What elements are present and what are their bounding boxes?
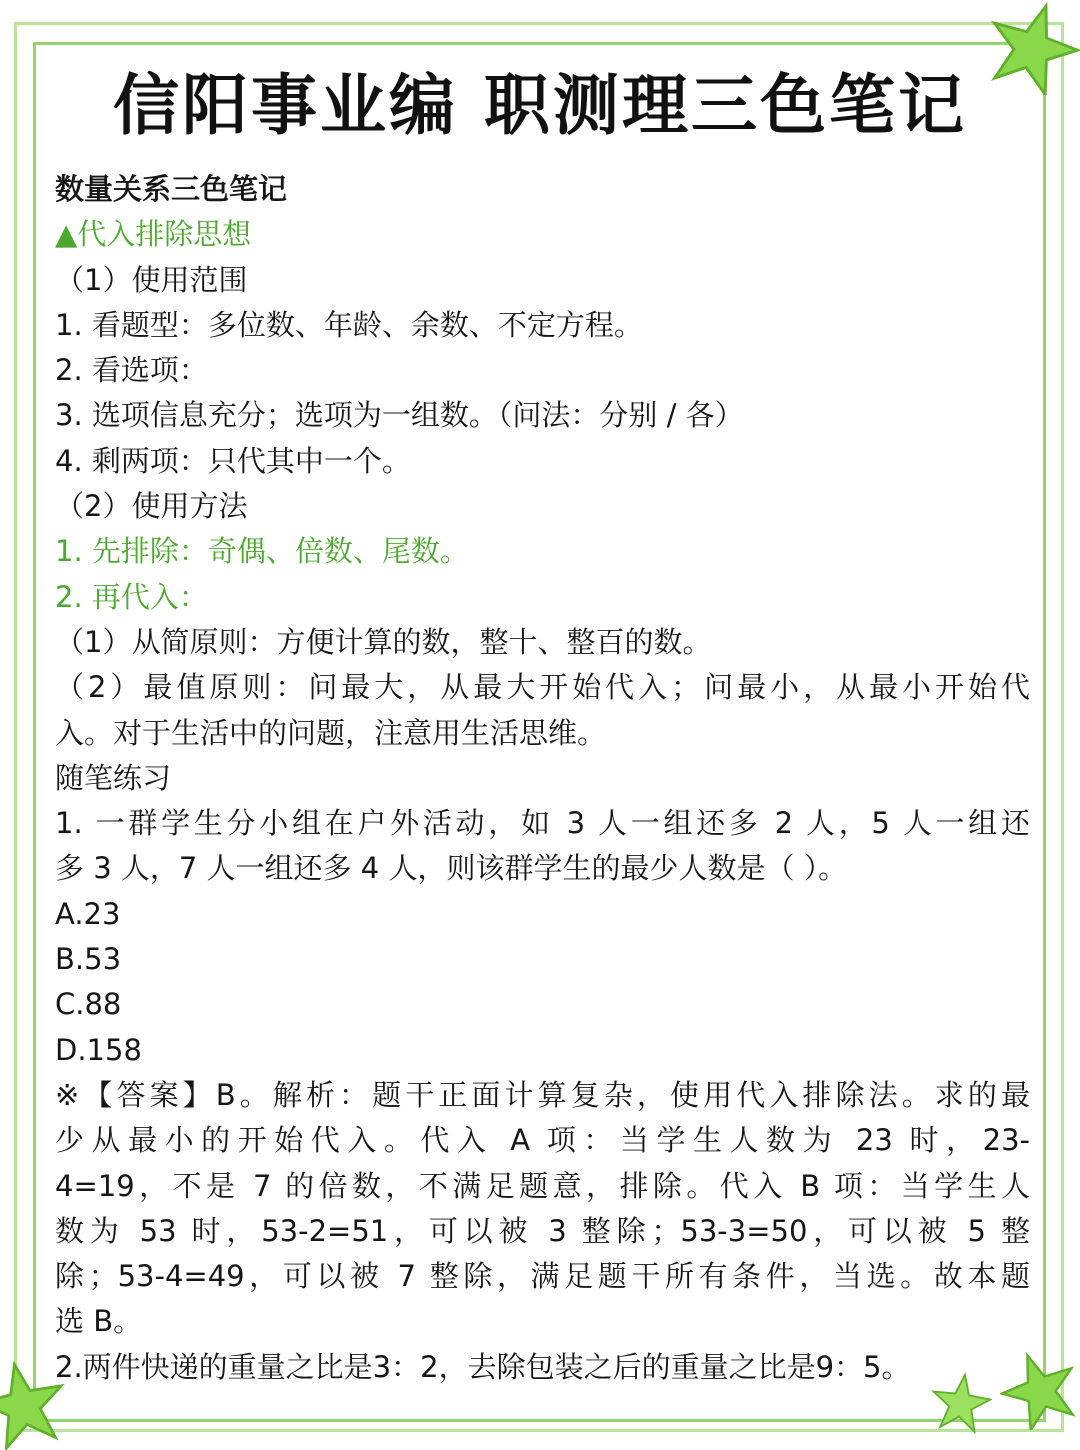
note-line: （1）从简原则：方便计算的数，整十、整百的数。 — [55, 624, 712, 659]
note-line: 2. 再代入： — [55, 579, 208, 614]
note-line: 1. 一群学生分小组在户外活动，如 3 人一组还多 2 人，5 人一组还 — [55, 806, 1030, 841]
note-line: 选 B。 — [55, 1304, 143, 1339]
note-line: （1）使用范围 — [55, 262, 248, 297]
note-line: 1. 看题型：多位数、年龄、余数、不定方程。 — [55, 307, 643, 342]
note-line: 3. 选项信息充分；选项为一组数。（问法：分别 / 各） — [55, 398, 744, 433]
note-line: A.23 — [55, 896, 121, 931]
note-line: 入。对于生活中的问题，注意用生活思维。 — [55, 715, 607, 750]
note-line: B.53 — [55, 942, 122, 977]
page-title: 信阳事业编 职测理三色笔记 — [113, 67, 967, 144]
note-line: 4=19，不是 7 的倍数，不满足题意，排除。代入 B 项：当学生人 — [55, 1168, 1030, 1203]
note-line: 少从最小的开始代入。代入 A 项：当学生人数为 23 时，23- — [55, 1123, 1030, 1158]
note-line: 随笔练习 — [55, 760, 172, 795]
note-line: C.88 — [55, 987, 122, 1022]
note-line: 2.两件快递的重量之比是3：2，去除包装之后的重量之比是9：5。 — [55, 1349, 911, 1384]
notes-body — [55, 167, 1030, 1390]
note-line: 数量关系三色笔记 — [55, 172, 288, 206]
note-line: D.158 — [55, 1032, 142, 1067]
note-line: （2）最值原则：问最大，从最大开始代入；问最小，从最小开始代 — [55, 670, 1030, 705]
note-line: 1. 先排除：奇偶、倍数、尾数。 — [55, 534, 469, 569]
note-line: 2. 看选项： — [55, 353, 208, 388]
note-line: 除；53-4=49，可以被 7 整除，满足题干所有条件，当选。故本题 — [55, 1259, 1030, 1294]
note-line: （2）使用方法 — [55, 489, 248, 524]
note-line: ▲代入排除思想 — [55, 217, 252, 252]
note-line: ※【答案】B。解析：题干正面计算复杂，使用代入排除法。求的最 — [55, 1077, 1030, 1112]
note-line: 数为 53 时，53-2=51，可以被 3 整除；53-3=50，可以被 5 整 — [55, 1213, 1030, 1248]
note-line: 多 3 人，7 人一组还多 4 人，则该群学生的最少人数是（ ）。 — [55, 851, 848, 886]
note-line: 4. 剩两项：只代其中一个。 — [55, 443, 411, 478]
